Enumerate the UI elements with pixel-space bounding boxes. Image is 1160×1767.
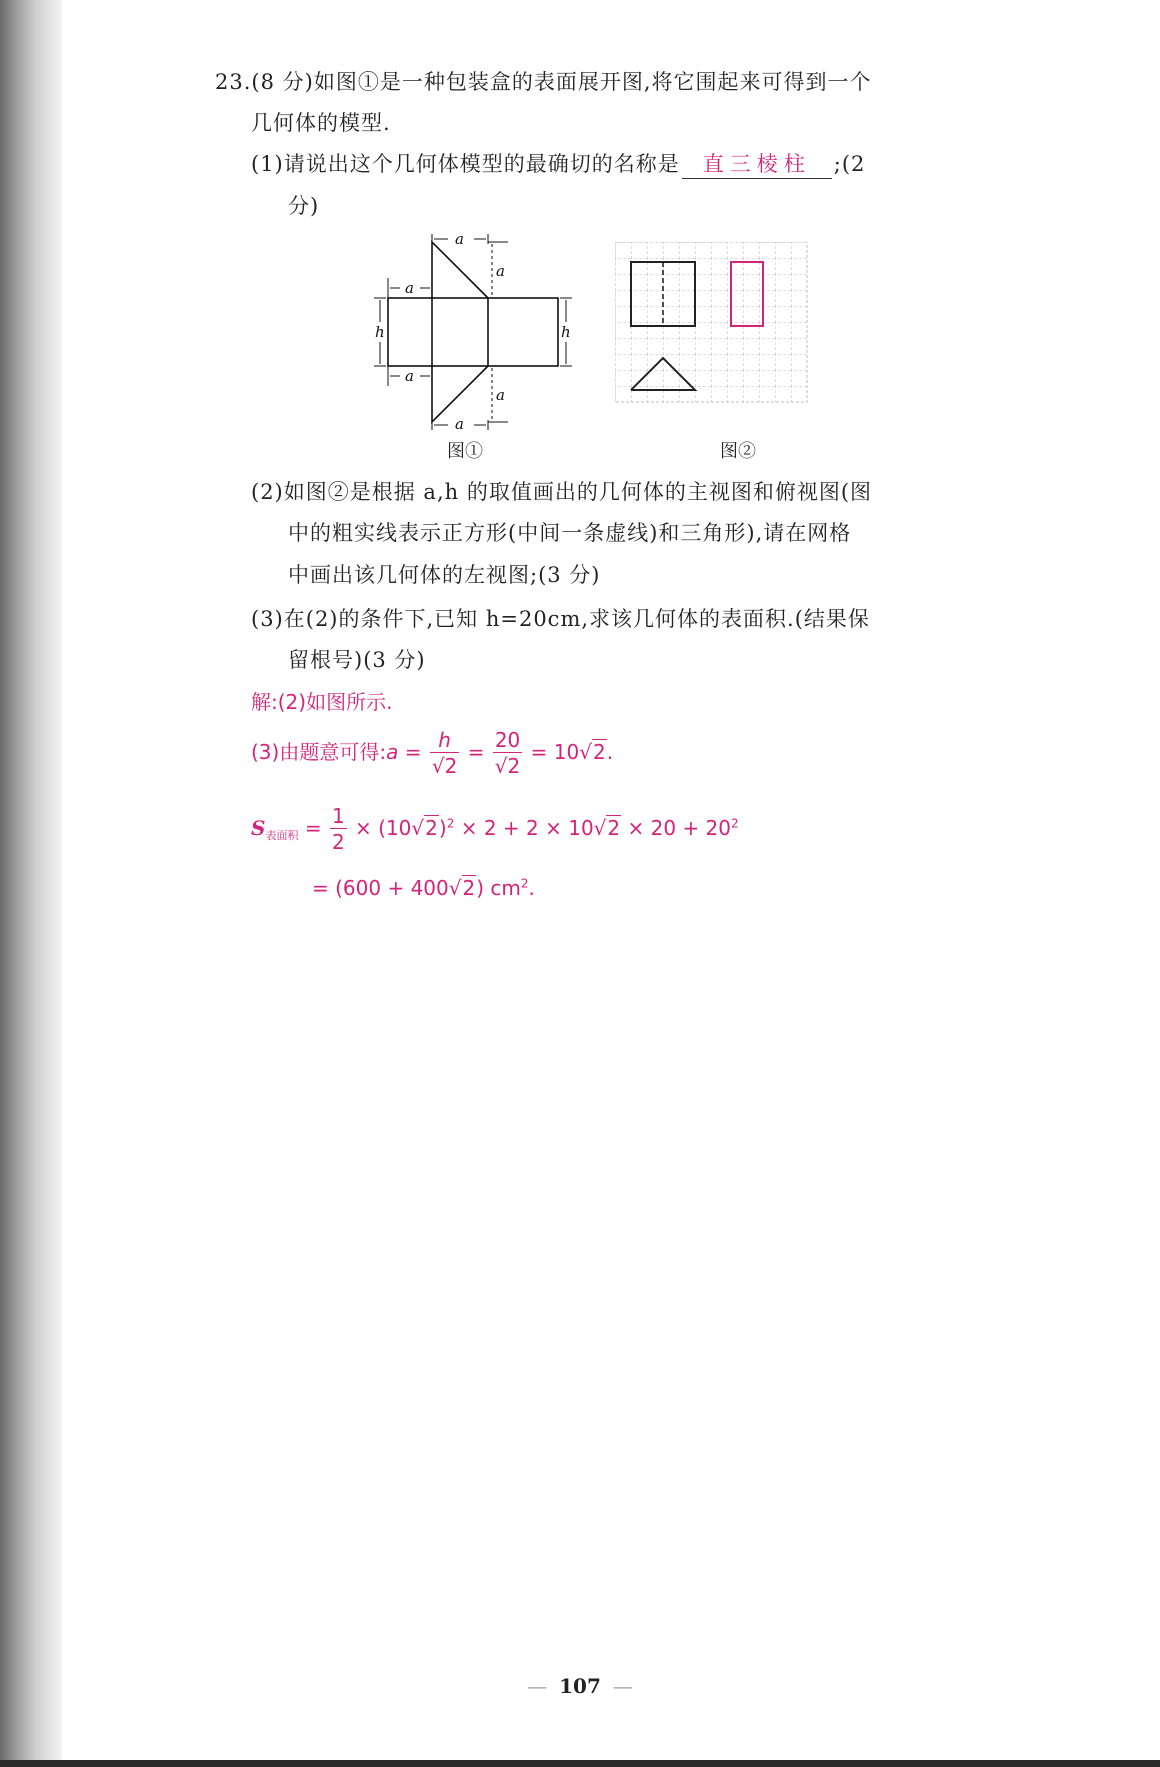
solution-l2-prefix: (3)由题意可得:: [251, 740, 387, 764]
figure1-net-diagram: [370, 230, 575, 430]
s-label: S: [251, 816, 266, 840]
label-a-left-bottom: a: [405, 367, 414, 385]
net-bottom-triangle: [432, 366, 488, 422]
solution-final-result: = (600 + 400√2) $cm^2$.: [312, 876, 535, 900]
fraction-one-half: $\frac{1}{2}$: [331, 804, 345, 854]
figure2-caption: 图②: [720, 441, 756, 462]
label-a-left-top: a: [405, 279, 414, 297]
net-top-triangle: [432, 242, 488, 298]
part1-tail: 分): [288, 194, 320, 218]
label-a-right-top: a: [496, 262, 505, 280]
net-lateral-faces: [388, 298, 558, 366]
part2-line-1: (2)如图②是根据 a,h 的取值画出的几何体的主视图和俯视图(图: [251, 480, 873, 504]
part3-line-1: (3)在(2)的条件下,已知 h=20cm,求该几何体的表面积.(结果保: [251, 607, 870, 631]
part1-suffix: ;(2: [833, 152, 866, 176]
label-h-left: h: [375, 323, 385, 341]
label-a-top: a: [455, 230, 464, 248]
figure1-caption: 图①: [447, 441, 483, 462]
book-spine-shadow: [0, 0, 62, 1767]
part1-prefix: (1)请说出这个几何体模型的最确切的名称是: [251, 152, 680, 176]
var-a: a: [386, 740, 399, 764]
question-head: 23.(8 分)如图①是一种包装盒的表面展开图,将它围起来可得到一个: [215, 70, 872, 94]
part2-line-2: 中的粗实线表示正方形(中间一条虚线)和三角形),请在网格: [288, 521, 852, 545]
question-head-2: 几何体的模型.: [251, 111, 391, 135]
part1-line: [251, 148, 865, 179]
part1-answer-blank: 直三棱柱: [682, 148, 832, 179]
bottom-edge: [0, 1760, 1160, 1767]
label-h-right: h: [561, 323, 571, 341]
part2-line-3: 中画出该几何体的左视图;(3 分): [288, 563, 601, 587]
figure2-grid-views: [615, 242, 815, 410]
solution-surface-area-formula: $S_{表面积}$ = $\frac{1}{2}$ × $(10√2)^2 \times 2 + 2 \times 10√2 \times 20 + 20^2$: [251, 804, 739, 854]
label-a-right-bottom: a: [496, 386, 505, 404]
solution-line-2: (3)由题意可得:a = $\frac{h}{√2}$ = $\frac{20}{√2}$ = 10√2.: [251, 728, 614, 778]
label-a-bottom: a: [455, 415, 464, 430]
solution-line-1: 解:(2)如图所示.: [251, 690, 393, 714]
part3-line-2: 留根号)(3 分): [288, 648, 426, 672]
fraction-20-over-sqrt2: $\frac{20}{√2}$: [494, 728, 521, 778]
fraction-h-over-sqrt2: $\frac{h}{√2}$: [431, 728, 458, 778]
page-number: — 107 —: [527, 1674, 633, 1698]
